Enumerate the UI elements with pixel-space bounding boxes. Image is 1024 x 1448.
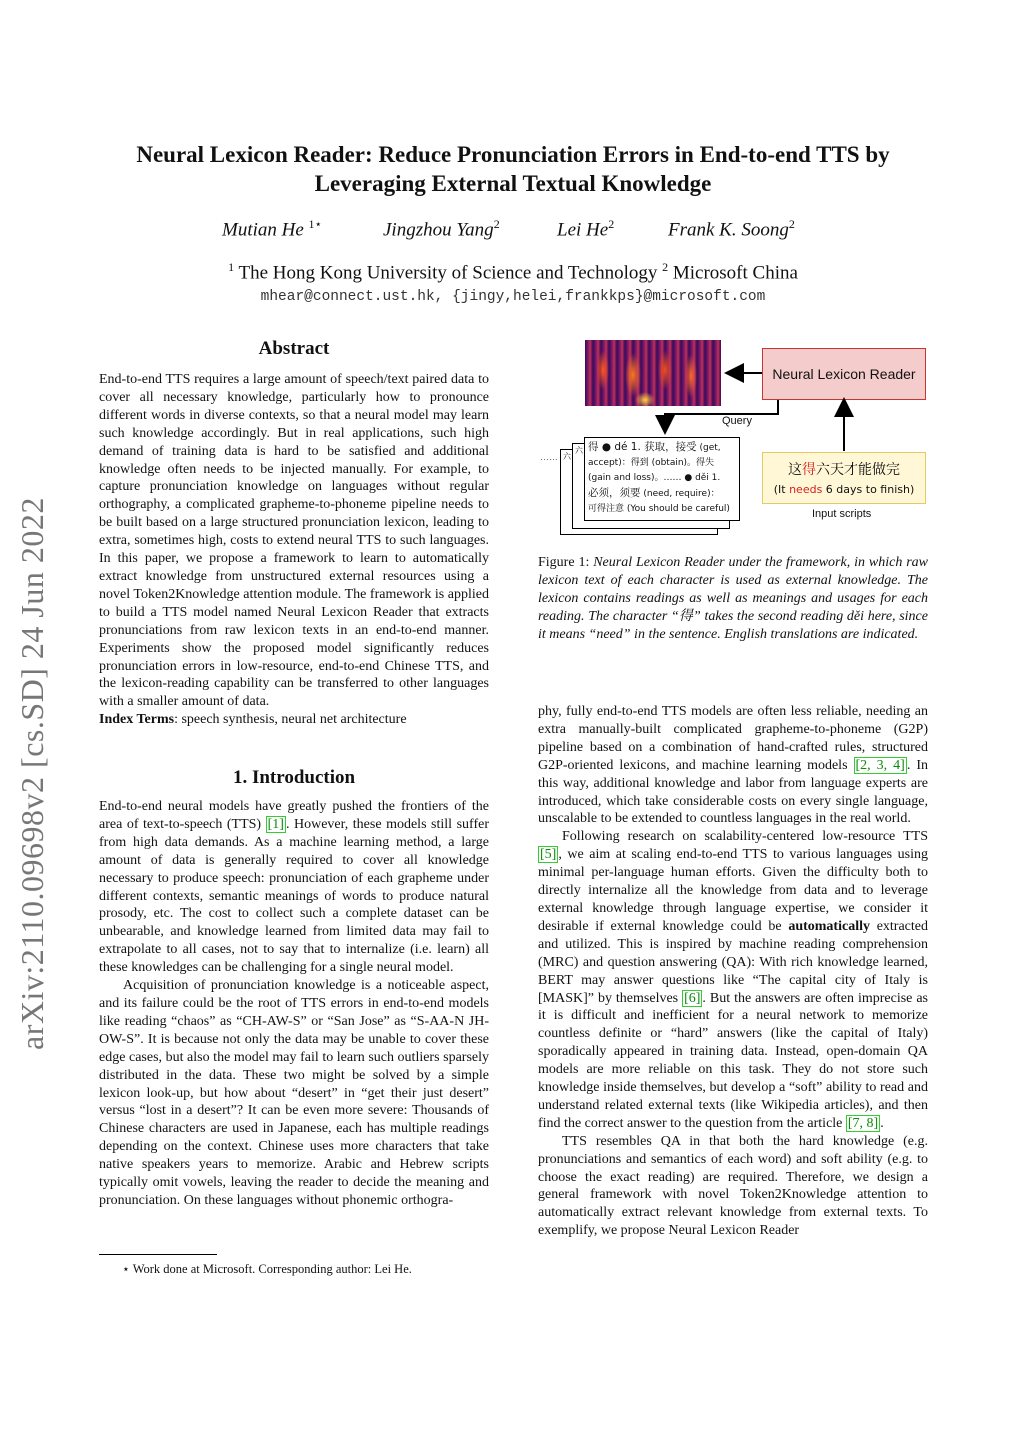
footnote-rule	[99, 1254, 217, 1255]
citation-link[interactable]: [2, 3, 4]	[855, 757, 905, 773]
arrow-query	[665, 400, 778, 431]
neural-lexicon-reader-box: Neural Lexicon Reader	[762, 348, 926, 400]
author: Lei He$^2$	[557, 217, 615, 241]
intro-paragraph: End-to-end neural models have greatly pushed the frontiers of the area of text-to-speech (TTS) [1] . However, these models still suffer from high data demands. As a machine learning method, a large amount of data is generally required to cover all knowledge necessary to produce speech: pronunciation of each grapheme under different contexts, semantic meanings of words to produce natural prosody, etc. The cost to collect such a complete dataset can be unbearable, and knowledge learned from limited data may fail to extrapolate to all cases, not to say that to internalize (i.e. learn) all these knowledges can be challenging for a single neural model.	[99, 799, 489, 976]
footnote: ⋆ Work done at Microsoft. Corresponding author: Lei He.	[122, 1262, 412, 1276]
right-column-body	[538, 703, 928, 1240]
input-english: (It needs 6 days to finish)	[773, 483, 915, 496]
query-label: Query	[722, 415, 752, 427]
author: Jingzhou Yang$^2$	[383, 217, 500, 241]
lexicon-card-middle: 六	[572, 443, 730, 529]
intro-heading: 1. Introduction	[232, 767, 356, 788]
affiliations: $^1$ The Hong Kong University of Science and Technology $^2$ Microsoft China	[228, 260, 798, 284]
author-emails: mhear@connect.ust.hk, {jingy,helei,frankkps}@microsoft.com	[260, 289, 766, 305]
arxiv-stamp: arXiv:2110.09698v2 [cs.SD] 24 Jun 2022	[14, 497, 50, 1050]
index-terms: Index Terms: speech synthesis, neural net architecture	[99, 712, 407, 728]
input-scripts-label: Input scripts	[812, 508, 872, 520]
author-list	[90, 217, 936, 243]
lexicon-card-back: 六	[560, 449, 718, 535]
lexicon-line: (gain and loss)。…… ● děi 1.	[588, 473, 721, 483]
author: Mutian He $^{1⋆}$	[222, 217, 323, 241]
citation-link[interactable]: [1]	[267, 816, 284, 832]
lexicon-line: 得 ● dé 1. 获取，接受 (get,	[588, 441, 721, 453]
input-chinese: 这得六天才能做完	[788, 462, 900, 478]
body-paragraph: Following research on scalability-centered low-resource TTS [5] , we aim at scaling end-to-end TTS to various languages using minimal per-language human efforts. Given the difficulty both to directly internalize all the knowledge from data and to leverage external knowledge through language expertise, we consider it desirable if external knowledge could be automatically extracted and utilized. This is inspired by machine reading comprehension (MRC) and question answering (QA): With rich knowledge learned, BERT may answer questions like “The capital city of Italy is [MASK]” by themselves [6] . But the answers are often imprecise as it is difficult and inefficient for a neural network to memorize countless definite or “hard” answers (like the capital of Italy) sporadically appeared in training data. Instead, open-domain QA models are more reliable on this task. They do not store such knowledge inside themselves, but develop a “soft” ability to read and understand related external texts (like Wikipedia articles), and then find the correct answer to the question from the article [7, 8] .	[538, 829, 929, 1131]
body-paragraph: TTS resembles QA in that both the hard knowledge (e.g. pronunciations and semantics of each word) and soft ability (e.g. to choose the exact reading) are required. Therefore, we design a general framework with novel Token2Knowledge attention to automatically extract relevant knowledge from external texts. To exemplify, we propose Neural Lexicon Reader	[538, 1133, 928, 1239]
body-paragraph: phy, fully end-to-end TTS models are often less reliable, needing an extra manually-built complicated grapheme-to-phoneme (G2P) pipeline based on a combination of hand-crafted rules, structured G2P-oriented lexicons, and machine learning models [2, 3, 4] . In this way, additional knowledge and labor from language experts are introduced, which take considerable costs on every single language, unscalable to be extended to countless languages in the real world.	[538, 704, 929, 827]
lexicon-line: accept)：得到 (obtain)。得失	[588, 458, 715, 468]
citation-link[interactable]: [5]	[540, 847, 557, 863]
paper-title: Neural Lexicon Reader: Reduce Pronunciation Errors in End-to-end TTS by Leveraging External Textual Knowledge	[136, 142, 890, 196]
figure-arrows	[560, 330, 940, 530]
lexicon-line: 必须，须要 (need, require)：	[588, 487, 720, 499]
abstract-text: End-to-end TTS requires a large amount of speech/text paired data to cover all necessary knowledge, particularly how to pronounce different words in diverse contexts, so that a neural model may learn such knowledge accordingly. But in real applications, such high demand of training data is hard to be satisfied and additional knowledge often needs to be injected manually. For example, to capture pronunciation knowledge on languages without regular orthography, a complicated grapheme-to-phoneme pipeline needs to be built based on a large structured pronunciation lexicon, leading to extra, sometimes high, costs to extend neural TTS to such languages. In this paper, we propose a framework to learn to automatically extract knowledge from unstructured external resources using a novel Token2Knowledge attention module. The framework is applied to build a TTS model named Neural Lexicon Reader that extracts pronunciations from raw lexicon texts in an end-to-end manner. Experiments show the proposed model significantly reduces pronunciation errors in low-resource, end-to-end Chinese TTS, and the lexicon-reading capability can be transferred to other languages with a smaller amount of data.	[99, 372, 489, 710]
citation-link[interactable]: [7, 8]	[847, 1115, 879, 1131]
ellipsis: ……	[540, 452, 558, 462]
intro-body	[99, 798, 489, 1210]
lexicon-line: 可得注意 (You should be careful)	[588, 504, 730, 514]
citation-link[interactable]: [6]	[684, 990, 701, 1006]
author: Frank K. Soong$^2$	[668, 217, 795, 241]
intro-paragraph: Acquisition of pronunciation knowledge is a noticeable aspect, and its failure could be the root of TTS errors in end-to-end models like reading “chaos” as “CH-AW-S” or “San Jose” as “S-AA-N JH-OW-S”. It is because not only the data may be unable to cover these edge cases, but also the model may fail to learn such outliers sparsely distributed in the data. These two might be solved by a simple lexicon look-up, but how about “desert” in “get their just desert” versus “lost in a desert”? It can be even more severe: Thousands of Chinese characters are used in Japanese, each has multiple readings depending on the context. Chinese uses more characters that take native speakers years to memorize. Arabic and Hebrew scripts typically omit vowels, leaving the reader to decide the meaning and pronunciation. On these languages without phonemic orthogra-	[99, 978, 489, 1208]
abstract-body	[99, 371, 489, 729]
figure-caption: Figure 1: Neural Lexicon Reader under the framework, in which raw lexicon text of each character is used as external knowledge. The lexicon contains readings as well as meanings and usages for each reading. The character “得” takes the second reading děi here, since it means “need” in the sentence. English translations are indicated.	[538, 555, 928, 642]
abstract-heading: Abstract	[258, 338, 330, 359]
